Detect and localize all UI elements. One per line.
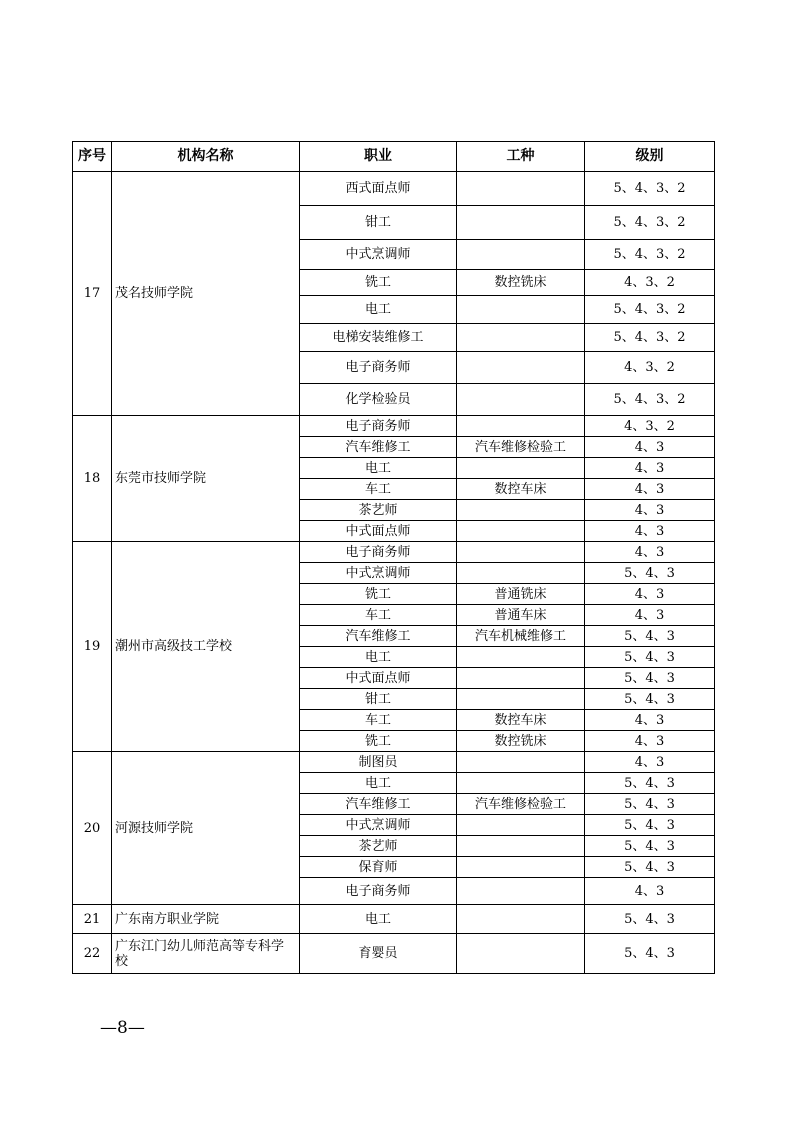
level-cell: 5、4、3 (585, 815, 715, 836)
level-cell: 5、4、3、2 (585, 296, 715, 324)
level-cell: 4、3 (585, 710, 715, 731)
work-type-cell (457, 934, 585, 974)
data-table (72, 141, 715, 974)
institution-name: 河源技师学院 (112, 752, 300, 905)
occupation-cell: 保育师 (300, 857, 457, 878)
work-type-cell: 汽车机械维修工 (457, 626, 585, 647)
work-type-cell (457, 172, 585, 206)
work-type-cell (457, 416, 585, 437)
occupation-cell: 汽车维修工 (300, 626, 457, 647)
level-cell: 5、4、3 (585, 905, 715, 934)
occupation-cell: 汽车维修工 (300, 794, 457, 815)
institution-name: 茂名技师学院 (112, 172, 300, 416)
occupation-cell: 中式面点师 (300, 521, 457, 542)
table-row (73, 905, 715, 934)
occupation-cell: 电工 (300, 905, 457, 934)
occupation-cell: 西式面点师 (300, 172, 457, 206)
occupation-cell: 车工 (300, 605, 457, 626)
header-row (73, 142, 715, 172)
table-row (73, 542, 715, 563)
level-cell: 4、3 (585, 584, 715, 605)
level-cell: 5、4、3 (585, 857, 715, 878)
occupation-cell: 铣工 (300, 584, 457, 605)
level-cell: 4、3 (585, 752, 715, 773)
occupation-cell: 钳工 (300, 689, 457, 710)
header-job: 职业 (300, 142, 457, 172)
table-row (73, 752, 715, 773)
level-cell: 5、4、3 (585, 626, 715, 647)
level-cell: 5、4、3、2 (585, 206, 715, 240)
work-type-cell (457, 773, 585, 794)
level-cell: 4、3 (585, 479, 715, 500)
level-cell: 5、4、3 (585, 647, 715, 668)
occupation-cell: 中式面点师 (300, 668, 457, 689)
occupation-cell: 电梯安装维修工 (300, 324, 457, 352)
work-type-cell (457, 815, 585, 836)
page-number: —8— (100, 1018, 145, 1038)
work-type-cell (457, 668, 585, 689)
occupation-cell: 电工 (300, 458, 457, 479)
row-number: 20 (73, 752, 112, 905)
header-no: 序号 (73, 142, 112, 172)
occupation-cell: 汽车维修工 (300, 437, 457, 458)
work-type-cell: 普通铣床 (457, 584, 585, 605)
level-cell: 4、3 (585, 731, 715, 752)
level-cell: 5、4、3 (585, 794, 715, 815)
level-cell: 4、3 (585, 458, 715, 479)
level-cell: 5、4、3 (585, 773, 715, 794)
level-cell: 5、4、3 (585, 934, 715, 974)
level-cell: 4、3 (585, 521, 715, 542)
level-cell: 5、4、3、2 (585, 240, 715, 270)
level-cell: 4、3 (585, 878, 715, 905)
level-cell: 5、4、3 (585, 689, 715, 710)
occupation-cell: 电子商务师 (300, 878, 457, 905)
occupation-cell: 茶艺师 (300, 500, 457, 521)
work-type-cell (457, 542, 585, 563)
occupation-cell: 育婴员 (300, 934, 457, 974)
level-cell: 5、4、3 (585, 668, 715, 689)
work-type-cell (457, 752, 585, 773)
occupation-cell: 中式烹调师 (300, 563, 457, 584)
header-org: 机构名称 (112, 142, 300, 172)
table-row (73, 172, 715, 206)
work-type-cell: 数控铣床 (457, 731, 585, 752)
row-number: 18 (73, 416, 112, 542)
level-cell: 5、4、3、2 (585, 384, 715, 416)
work-type-cell (457, 324, 585, 352)
work-type-cell (457, 563, 585, 584)
institution-name: 潮州市高级技工学校 (112, 542, 300, 752)
work-type-cell: 数控车床 (457, 710, 585, 731)
occupation-cell: 电子商务师 (300, 542, 457, 563)
header-type: 工种 (457, 142, 585, 172)
occupation-cell: 车工 (300, 479, 457, 500)
work-type-cell: 普通车床 (457, 605, 585, 626)
table-row (73, 934, 715, 974)
occupation-cell: 铣工 (300, 270, 457, 296)
level-cell: 5、4、3 (585, 836, 715, 857)
occupation-cell: 电子商务师 (300, 416, 457, 437)
level-cell: 4、3 (585, 542, 715, 563)
occupation-cell: 铣工 (300, 731, 457, 752)
occupation-cell: 车工 (300, 710, 457, 731)
occupation-cell: 电工 (300, 647, 457, 668)
work-type-cell (457, 878, 585, 905)
work-type-cell (457, 240, 585, 270)
occupation-cell: 茶艺师 (300, 836, 457, 857)
work-type-cell (457, 836, 585, 857)
work-type-cell: 数控车床 (457, 479, 585, 500)
level-cell: 4、3、2 (585, 270, 715, 296)
row-number: 17 (73, 172, 112, 416)
work-type-cell (457, 296, 585, 324)
occupation-cell: 中式烹调师 (300, 815, 457, 836)
table-row (73, 416, 715, 437)
row-number: 19 (73, 542, 112, 752)
occupation-cell: 中式烹调师 (300, 240, 457, 270)
institution-name: 广东南方职业学院 (112, 905, 300, 934)
level-cell: 5、4、3 (585, 563, 715, 584)
level-cell: 5、4、3、2 (585, 324, 715, 352)
level-cell: 4、3、2 (585, 352, 715, 384)
institution-name: 东莞市技师学院 (112, 416, 300, 542)
work-type-cell (457, 905, 585, 934)
level-cell: 4、3、2 (585, 416, 715, 437)
institution-name: 广东江门幼儿师范高等专科学校 (112, 934, 300, 974)
work-type-cell (457, 500, 585, 521)
work-type-cell: 数控铣床 (457, 270, 585, 296)
work-type-cell: 汽车维修检验工 (457, 437, 585, 458)
work-type-cell (457, 458, 585, 479)
header-level: 级别 (585, 142, 715, 172)
work-type-cell (457, 857, 585, 878)
level-cell: 4、3 (585, 500, 715, 521)
occupation-cell: 电子商务师 (300, 352, 457, 384)
level-cell: 5、4、3、2 (585, 172, 715, 206)
occupation-cell: 电工 (300, 773, 457, 794)
work-type-cell (457, 689, 585, 710)
occupation-cell: 制图员 (300, 752, 457, 773)
work-type-cell (457, 352, 585, 384)
work-type-cell (457, 647, 585, 668)
occupation-cell: 钳工 (300, 206, 457, 240)
row-number: 21 (73, 905, 112, 934)
work-type-cell: 汽车维修检验工 (457, 794, 585, 815)
occupation-cell: 化学检验员 (300, 384, 457, 416)
row-number: 22 (73, 934, 112, 974)
level-cell: 4、3 (585, 437, 715, 458)
work-type-cell (457, 206, 585, 240)
work-type-cell (457, 521, 585, 542)
occupation-cell: 电工 (300, 296, 457, 324)
level-cell: 4、3 (585, 605, 715, 626)
work-type-cell (457, 384, 585, 416)
